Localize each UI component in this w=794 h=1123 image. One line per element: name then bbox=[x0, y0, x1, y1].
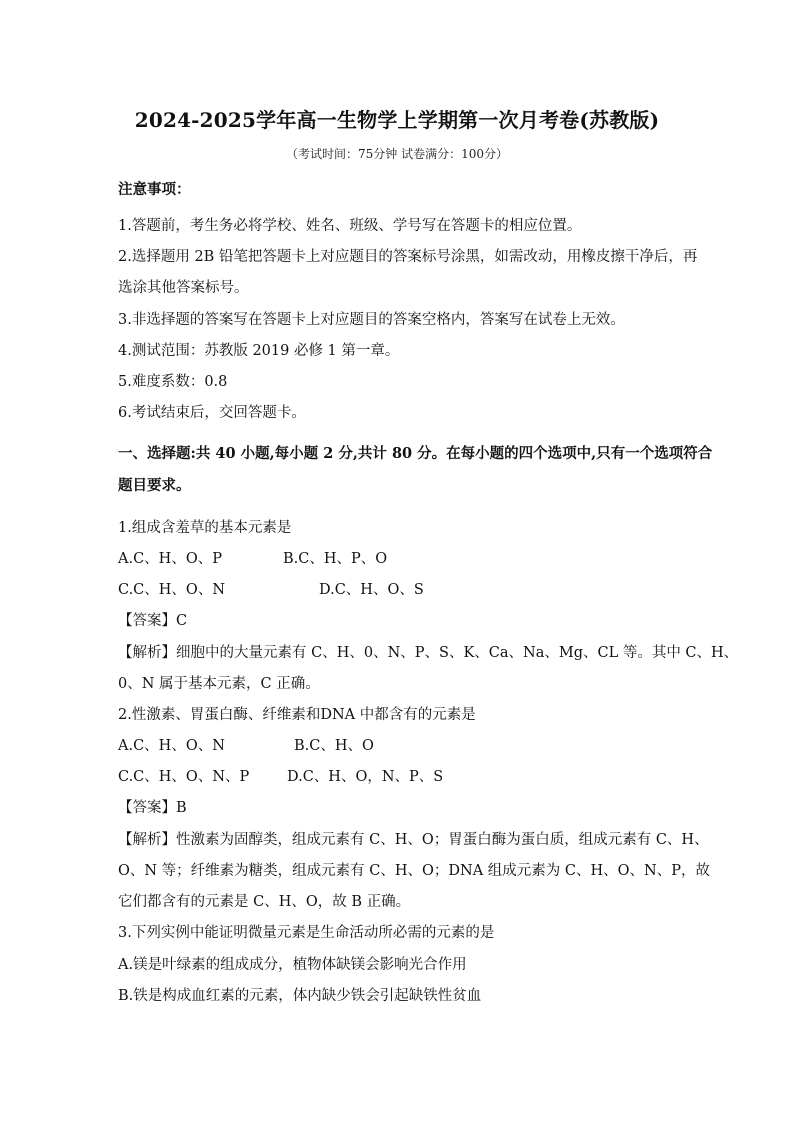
answer: 【答案】C bbox=[118, 613, 188, 629]
notice-item: 1.答题前，考生务必将学校、姓名、班级、学号写在答题卡的相应位置。 bbox=[118, 218, 582, 234]
exam-subtitle: （考试时间：75分钟 试卷满分：100分） bbox=[286, 147, 508, 161]
question-stem: 1.组成含羞草的基本元素是 bbox=[118, 520, 292, 536]
analysis: 【解析】细胞中的大量元素有 C、H、0、N、P、S、K、Ca、Na、Mg、CL 等。其中 C、H、 bbox=[118, 645, 739, 661]
question-stem: 2.性激素、胃蛋白酶、纤维素和DNA 中都含有的元素是 bbox=[118, 707, 476, 723]
option-b: B.铁是构成血红素的元素，体内缺少铁会引起缺铁性贫血 bbox=[118, 988, 482, 1004]
option-d: D.C、H、O、S bbox=[319, 582, 424, 598]
option-a: A.C、H、O、N bbox=[118, 738, 225, 754]
notice-item: 选涂其他答案标号。 bbox=[118, 280, 249, 296]
analysis: 它们都含有的元素是 C、H、O，故 B 正确。 bbox=[118, 894, 411, 910]
section-heading: 题目要求。 bbox=[118, 477, 191, 494]
notice-item: 2.选择题用 2B 铅笔把答题卡上对应题目的答案标号涂黑，如需改动，用橡皮擦干净后，再 bbox=[118, 249, 698, 265]
answer: 【答案】B bbox=[118, 800, 187, 816]
notice-item: 6.考试结束后，交回答题卡。 bbox=[118, 405, 306, 421]
notice-item: 4.测试范围：苏教版 2019 必修 1 第一章。 bbox=[118, 343, 400, 359]
analysis: O、N 等；纤维素为糖类，组成元素有 C、H、O；DNA 组成元素为 C、H、O、N、P，故 bbox=[118, 863, 710, 879]
option-c: C.C、H、O、N、P bbox=[118, 769, 250, 785]
option-a: A.镁是叶绿素的组成成分，植物体缺镁会影响光合作用 bbox=[118, 957, 467, 973]
option-b: B.C、H、O bbox=[294, 738, 374, 754]
option-a: A.C、H、O、P bbox=[118, 551, 222, 567]
notice-item: 3.非选择题的答案写在答题卡上对应题目的答案空格内，答案写在试卷上无效。 bbox=[118, 312, 625, 328]
section-heading: 一、选择题:共 40 小题,每小题 2 分,共计 80 分。在每小题的四个选项中,只有一个选项符合 bbox=[118, 445, 713, 462]
analysis: 【解析】性激素为固醇类，组成元素有 C、H、O；胃蛋白酶为蛋白质，组成元素有 C、H、 bbox=[118, 832, 709, 848]
option-c: C.C、H、O、N bbox=[118, 582, 226, 598]
question-stem: 3.下列实例中能证明微量元素是生命活动所必需的元素的是 bbox=[118, 925, 495, 941]
option-d: D.C、H、O，N、P、S bbox=[287, 769, 444, 785]
notice-item: 5.难度系数：0.8 bbox=[118, 374, 228, 390]
notice-heading: 注意事项： bbox=[118, 181, 191, 198]
exam-title: 2024-2025学年高一生物学上学期第一次月考卷(苏教版) bbox=[134, 108, 660, 132]
analysis: 0、N 属于基本元素，C 正确。 bbox=[118, 676, 320, 692]
option-b: B.C、H、P、O bbox=[283, 551, 388, 567]
